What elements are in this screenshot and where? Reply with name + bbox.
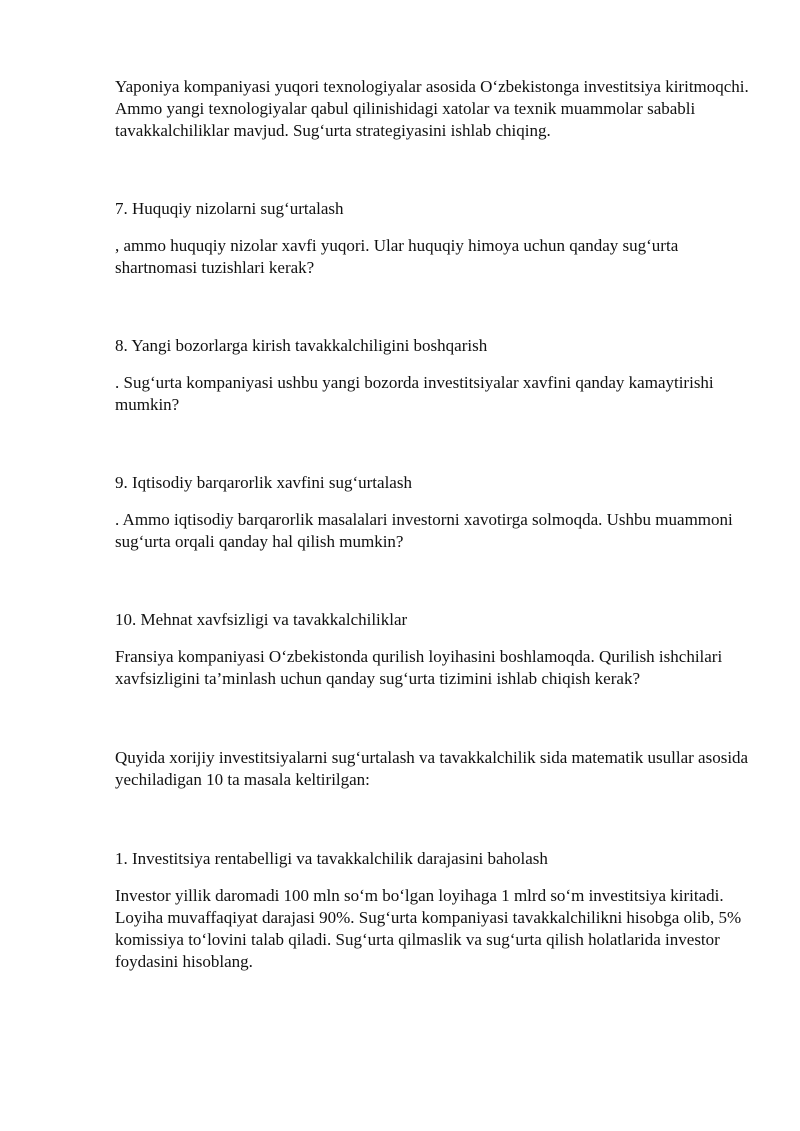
section-9-body: . Ammo iqtisodiy barqarorlik masalalari investorni xavotirga solmoqda. Ushbu muammoni sug‘urta orqali qanday hal qilish mumkin? — [115, 510, 733, 551]
section-10-heading: 10. Mehnat xavfsizligi va tavakkalchiliklar — [115, 610, 408, 629]
section-8-heading: 8. Yangi bozorlarga kirish tavakkalchiligini boshqarish — [115, 336, 488, 355]
math-section-1-body: Investor yillik daromadi 100 mln so‘m bo‘lgan loyihaga 1 mlrd so‘m investitsiya kiritadi. Loyiha muvaffaqiyat darajasi 90%. Sug‘urta kompaniyasi tavakkalchilikni hisobga olib, 5% komissiya to‘lovini talab qiladi. Sug‘urta qilmaslik va sug‘urta qilish holatlarida investor foydasini hisoblang. — [115, 886, 742, 971]
section-7-body: , ammo huquqiy nizolar xavfi yuqori. Ular huquqiy himoya uchun qanday sug‘urta shartnomasi tuzishlari kerak? — [115, 236, 679, 277]
section-9-heading: 9. Iqtisodiy barqarorlik xavfini sug‘urtalash — [115, 473, 412, 492]
section-8-body: . Sug‘urta kompaniyasi ushbu yangi bozorda investitsiyalar xavfini qanday kamaytirishi mumkin? — [115, 373, 714, 414]
math-intro-paragraph: Quyida xorijiy investitsiyalarni sug‘urtalash va tavakkalchilik sida matematik usullar asosida yechiladigan 10 ta masala keltirilgan: — [115, 748, 749, 789]
intro-paragraph: Yaponiya kompaniyasi yuqori texnologiyalar asosida O‘zbekistonga investitsiya kiritmoqchi. Ammo yangi texnologiyalar qabul qilinishidagi xatolar va texnik muammolar sababli tavakkalchiliklar mavjud. Sug‘urta strategiyasini ishlab chiqing. — [115, 77, 749, 140]
document-page — [115, 76, 755, 973]
section-7-heading: 7. Huquqiy nizolarni sug‘urtalash — [115, 199, 344, 218]
section-10-body: Fransiya kompaniyasi O‘zbekistonda qurilish loyihasini boshlamoqda. Qurilish ishchilari xavfsizligini ta’minlash uchun qanday sug‘urta tizimini ishlab chiqish kerak? — [115, 647, 723, 688]
math-section-1-heading: 1. Investitsiya rentabelligi va tavakkalchilik darajasini baholash — [115, 849, 548, 868]
